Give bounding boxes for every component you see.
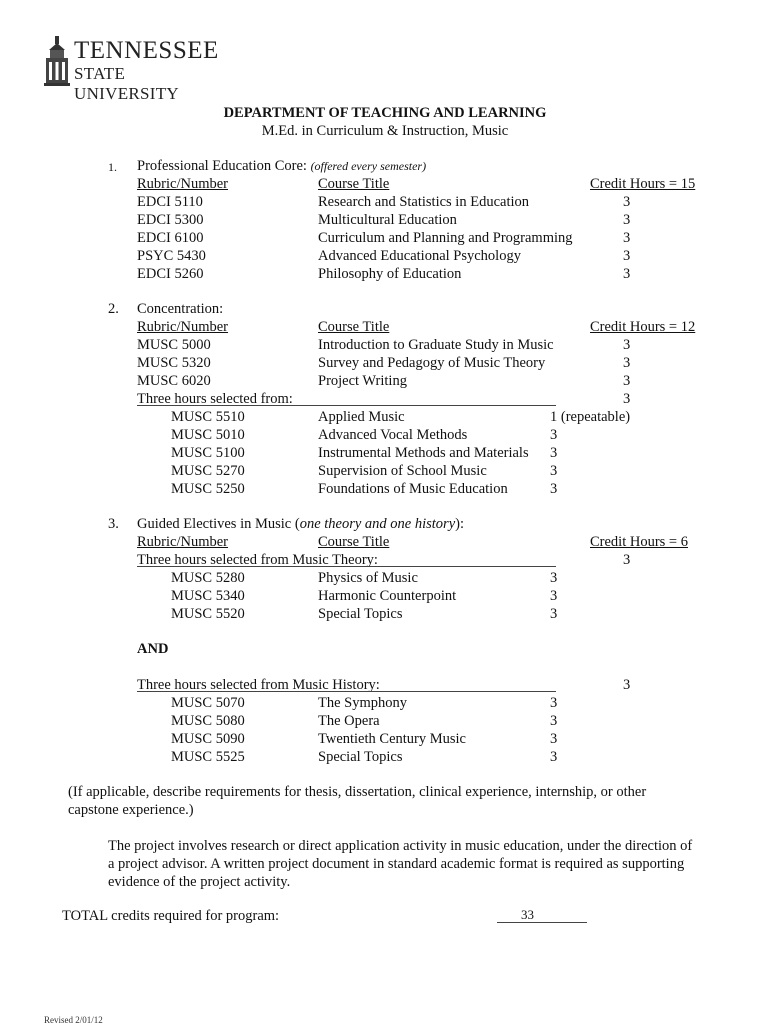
history-label: Three hours selected from Music History: <box>137 677 380 693</box>
course-number: EDCI 5300 <box>137 212 204 228</box>
course-credits: 3 <box>623 266 631 282</box>
course-credits: 3 <box>550 588 558 604</box>
section1-col-title: Course Title <box>318 176 390 192</box>
section3-number: 3. <box>108 516 119 532</box>
section2-heading: Concentration: <box>137 301 224 317</box>
course-title: Instrumental Methods and Materials <box>318 445 529 461</box>
course-credits: 3 <box>550 695 558 711</box>
course-number: MUSC 5090 <box>171 731 245 747</box>
total-label: TOTAL credits required for program: <box>62 908 280 924</box>
course-title: Supervision of School Music <box>318 463 487 479</box>
course-number: MUSC 5320 <box>137 355 211 371</box>
course-credits: 3 <box>550 463 558 479</box>
page-subtitle: M.Ed. in Curriculum & Instruction, Music <box>261 123 509 139</box>
section2-col-title: Course Title <box>318 319 390 335</box>
capstone-desc-line1: The project involves research or direct application activity in music education, under the direction of <box>108 838 693 854</box>
course-number: MUSC 5100 <box>171 445 245 461</box>
and-label: AND <box>137 641 169 657</box>
course-credits: 3 <box>623 230 631 246</box>
history-credits: 3 <box>623 677 631 693</box>
course-credits: 3 <box>550 713 558 729</box>
course-title: Foundations of Music Education <box>318 481 508 497</box>
course-credits: 3 <box>550 731 558 747</box>
course-credits: 3 <box>623 212 631 228</box>
section1-note: (offered every semester) <box>310 159 427 173</box>
course-credits: 1 (repeatable) <box>550 409 631 425</box>
section3-col-title: Course Title <box>318 534 390 550</box>
underline-rule <box>137 691 556 692</box>
course-number: MUSC 5270 <box>171 463 245 479</box>
course-title: Special Topics <box>318 606 403 622</box>
course-title: Curriculum and Planning and Programming <box>318 230 573 246</box>
course-number: MUSC 5525 <box>171 749 245 765</box>
capstone-desc-line2: a project advisor. A written project document in standard academic format is required as supporting <box>108 856 685 872</box>
course-credits: 3 <box>550 606 558 622</box>
course-number: PSYC 5430 <box>137 248 206 264</box>
underline-rule <box>137 566 556 567</box>
section1-heading: Professional Education Core: (offered every semester) <box>137 158 427 174</box>
revised-date: Revised 2/01/12 <box>44 1015 103 1025</box>
course-number: MUSC 5520 <box>171 606 245 622</box>
section3-col-credits: Credit Hours = 6 <box>590 534 688 550</box>
course-title: Survey and Pedagogy of Music Theory <box>318 355 546 371</box>
theory-label: Three hours selected from Music Theory: <box>137 552 378 568</box>
course-title: Twentieth Century Music <box>318 731 466 747</box>
capstone-prompt-line2: capstone experience.) <box>68 802 194 818</box>
course-title: Project Writing <box>318 373 407 389</box>
course-number: MUSC 5340 <box>171 588 245 604</box>
course-title: The Opera <box>318 713 380 729</box>
section1-col-rubric: Rubric/Number <box>137 176 229 192</box>
theory-credits: 3 <box>623 552 631 568</box>
university-logo <box>44 36 219 103</box>
course-title: Applied Music <box>318 409 405 425</box>
course-number: EDCI 5110 <box>137 194 203 210</box>
section3-heading: Guided Electives in Music (one theory and one history): <box>137 516 464 532</box>
course-title: Introduction to Graduate Study in Music <box>318 337 554 353</box>
course-credits: 3 <box>550 749 558 765</box>
course-title: Advanced Educational Psychology <box>318 248 521 264</box>
section1-col-credits: Credit Hours = 15 <box>590 176 696 192</box>
course-credits: 3 <box>550 445 558 461</box>
total-value: 33 <box>521 907 534 922</box>
course-credits: 3 <box>623 337 631 353</box>
section1-number: 1. <box>108 160 117 174</box>
logo-line1: TENNESSEE <box>74 37 219 64</box>
course-number: MUSC 5080 <box>171 713 245 729</box>
course-credits: 3 <box>623 355 631 371</box>
course-number: EDCI 6100 <box>137 230 204 246</box>
course-number: EDCI 5260 <box>137 266 204 282</box>
building-icon <box>44 36 70 86</box>
section2-select-credits: 3 <box>623 391 631 407</box>
total-underline <box>497 922 587 923</box>
section3-col-rubric: Rubric/Number <box>137 534 229 550</box>
section2-select-label: Three hours selected from: <box>137 391 293 407</box>
course-number: MUSC 5000 <box>137 337 211 353</box>
underline-rule <box>137 405 556 406</box>
course-number: MUSC 5070 <box>171 695 245 711</box>
course-number: MUSC 5510 <box>171 409 245 425</box>
capstone-prompt-line1: (If applicable, describe requirements for thesis, dissertation, clinical experience, internship, or other <box>68 784 647 800</box>
capstone-desc-line3: evidence of the project activity. <box>108 874 291 890</box>
course-title: The Symphony <box>318 695 408 711</box>
course-title: Research and Statistics in Education <box>318 194 530 210</box>
course-number: MUSC 5250 <box>171 481 245 497</box>
course-credits: 3 <box>623 248 631 264</box>
course-credits: 3 <box>550 427 558 443</box>
course-number: MUSC 5280 <box>171 570 245 586</box>
course-title: Advanced Vocal Methods <box>318 427 468 443</box>
course-title: Special Topics <box>318 749 403 765</box>
course-title: Multicultural Education <box>318 212 457 228</box>
course-credits: 3 <box>550 570 558 586</box>
course-credits: 3 <box>623 373 631 389</box>
section2-col-credits: Credit Hours = 12 <box>590 319 696 335</box>
course-number: MUSC 5010 <box>171 427 245 443</box>
page-title: DEPARTMENT OF TEACHING AND LEARNING <box>223 105 547 121</box>
section2-number: 2. <box>108 301 119 317</box>
section2-col-rubric: Rubric/Number <box>137 319 229 335</box>
course-title: Physics of Music <box>318 570 418 586</box>
course-title: Harmonic Counterpoint <box>318 588 457 604</box>
course-number: MUSC 6020 <box>137 373 211 389</box>
course-title: Philosophy of Education <box>318 266 462 282</box>
course-credits: 3 <box>550 481 558 497</box>
logo-line2: STATE UNIVERSITY <box>74 64 179 103</box>
course-credits: 3 <box>623 194 631 210</box>
